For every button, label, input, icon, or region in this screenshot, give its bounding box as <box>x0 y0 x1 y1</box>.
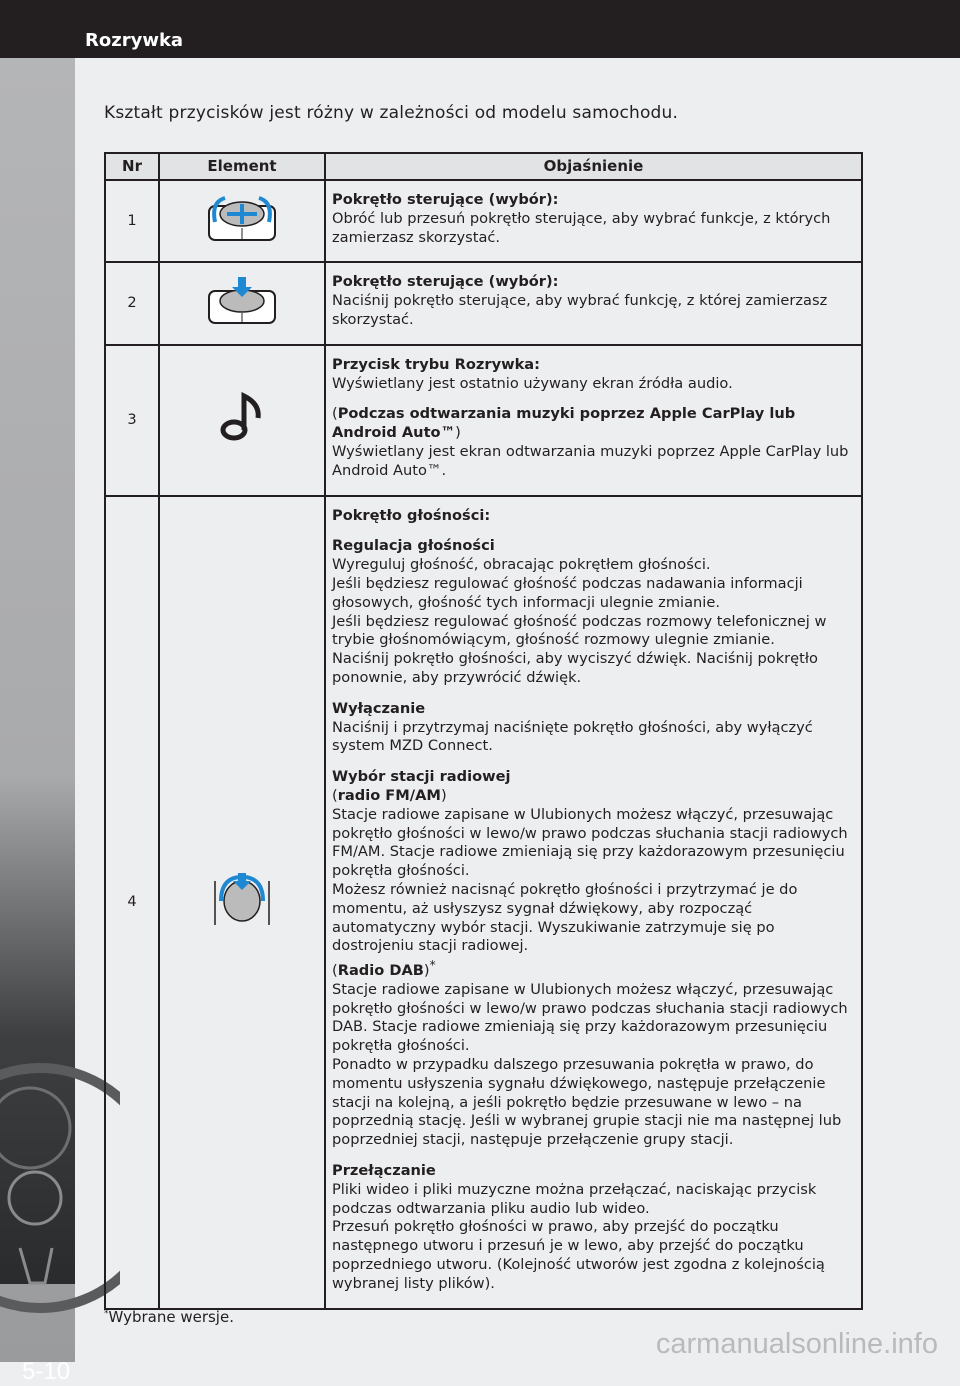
text: ) <box>455 424 461 442</box>
description-cell <box>325 496 862 1309</box>
footnote-text: Wybrane wersje. <box>108 1308 234 1326</box>
commander-knob-rotate-icon <box>205 231 279 248</box>
footnote-mark: * <box>104 1309 109 1319</box>
element-cell <box>159 345 325 496</box>
controls-table <box>104 152 863 1310</box>
row-number: 4 <box>105 496 159 1309</box>
text: Obróć lub przesuń pokrętło sterujące, aby wybrać funkcje, z których zamierzasz skorzystać. <box>332 209 831 246</box>
music-note-icon <box>220 429 264 446</box>
bold-text: Pokrętło głośności: <box>332 506 491 524</box>
page-number: 5-10 <box>22 1358 71 1385</box>
bold-text: Radio DAB <box>337 961 424 979</box>
description-paragraph <box>332 768 855 1150</box>
text: Wyświetlany jest ekran odtwarzania muzyki poprzez Apple CarPlay lub Android Auto™. <box>332 442 849 479</box>
description-paragraph <box>332 405 855 480</box>
watermark: carmanualsonline.info <box>655 1328 938 1360</box>
description-paragraph <box>332 537 855 687</box>
bold-text: Wybór stacji radiowej <box>332 768 511 786</box>
bold-text: Wyłączanie <box>332 699 426 717</box>
description-cell <box>325 262 862 344</box>
text: Pliki wideo i pliki muzyczne można przełączać, naciskając przycisk podczas odtwarzania pliku audio lub wideo. <box>332 1180 817 1217</box>
col-header-nr: Nr <box>105 153 159 180</box>
text: Wyreguluj głośność, obracając pokrętłem głośności. <box>332 556 711 574</box>
description-paragraph <box>332 700 855 756</box>
description-cell <box>325 180 862 262</box>
bold-text: Pokrętło sterujące (wybór): <box>332 191 559 208</box>
text: Stacje radiowe zapisane w Ulubionych możesz włączyć, przesuwając pokrętło głośności w lewo/w prawo podczas słuchania stacji radiowych DAB. Stacje radiowe zmieniają się przy każdorazowym przesunięciu pokrętła głośności. <box>332 980 848 1055</box>
description-paragraph <box>332 507 855 526</box>
description-paragraph <box>332 191 855 247</box>
element-cell <box>159 180 325 262</box>
text: Naciśnij i przytrzymaj naciśnięte pokrętło głośności, aby wyłączyć system MZD Connect. <box>332 718 813 755</box>
text: ) <box>440 786 447 804</box>
text: Naciśnij pokrętło sterujące, aby wybrać funkcję, z której zamierzasz skorzystać. <box>332 292 828 328</box>
bold-text: Pokrętło sterujące (wybór): <box>332 273 559 291</box>
commander-knob-press-icon <box>205 314 279 331</box>
text: Przesuń pokrętło głośności w prawo, aby przejść do początku następnego utworu i przesuń je w lewo, aby przejść do początku poprzedniego utworu. (Kolejność utworów jest zgodna z kolejnością wybranej listy plików). <box>332 1218 825 1292</box>
text: Ponadto w przypadku dalszego przesuwania pokrętła w prawo, do momentu usłyszenia sygnału dźwiękowego, następuje przełączenie stacji na kolejną, a jeśli pokrętło będzie przesuwane w lewo – na poprzednią stację. Jeśli w wybranej grupie stacji nie ma następnej lub poprzedniej stacji, następuje przełączenie grupy stacji. <box>332 1055 842 1149</box>
text: Naciśnij pokrętło głośności, aby wyciszyć dźwięk. Naciśnij pokrętło ponownie, aby przywrócić dźwięk. <box>332 650 818 686</box>
bold-text: Regulacja głośności <box>332 537 495 555</box>
volume-knob-icon <box>211 914 273 931</box>
bold-text: Przycisk trybu Rozrywka: <box>332 355 540 373</box>
text: Stacje radiowe zapisane w Ulubionych możesz włączyć, przesuwając pokrętło głośności w lewo/w prawo podczas słuchania stacji radiowych FM/AM. Stacje radiowe zmieniają się przy każdorazowym przesunięciu pokrętła głośności. <box>332 805 848 880</box>
element-cell <box>159 496 325 1309</box>
intro-text: Kształt przycisków jest różny w zależności od modelu samochodu. <box>104 103 679 123</box>
text: ( <box>332 961 338 979</box>
text: Wyświetlany jest ostatnio używany ekran źródła audio. <box>332 374 733 392</box>
side-tab <box>0 58 75 1385</box>
row-number: 2 <box>105 262 159 344</box>
col-header-element: Element <box>159 153 325 180</box>
description-paragraph <box>332 273 855 329</box>
section-title: Rozrywka <box>85 30 184 51</box>
text: ( <box>332 786 338 804</box>
text: ( <box>332 405 338 423</box>
footnote <box>104 1308 234 1326</box>
table-row <box>105 345 862 496</box>
text: Jeśli będziesz regulować głośność podczas nadawania informacji głosowych, głośność tych informacji ulegnie zmianie. <box>332 574 803 611</box>
bold-text: Przełączanie <box>332 1161 436 1179</box>
header-bar <box>0 0 960 58</box>
table-row <box>105 496 862 1309</box>
element-cell <box>159 262 325 344</box>
description-paragraph <box>332 356 855 394</box>
bold-text: radio FM/AM <box>337 786 441 804</box>
row-number: 3 <box>105 345 159 496</box>
description-paragraph <box>332 1162 855 1294</box>
description-cell <box>325 345 862 496</box>
bold-text: Podczas odtwarzania muzyki poprzez Apple CarPlay lub Android Auto™ <box>332 405 796 442</box>
table-row <box>105 262 862 344</box>
table-row <box>105 180 862 262</box>
text: ) <box>423 961 430 979</box>
text: Jeśli będziesz regulować głośność podczas rozmowy telefonicznej w trybie głośnomówiącym, głośność rozmowy ulegnie zmianie. <box>332 612 827 649</box>
footnote-ref: * <box>429 958 436 973</box>
dashboard-image-icon <box>0 1058 120 1318</box>
text: Możesz również nacisnąć pokrętło głośności i przytrzymać je do momentu, aż usłyszysz sygnał dźwiękowy, aby rozpocząć automatyczny wybór stacji. Wyszukiwanie zatrzymuje się po dostrojeniu stacji radiowej. <box>332 880 798 955</box>
row-number: 1 <box>105 180 159 262</box>
col-header-description: Objaśnienie <box>325 153 862 180</box>
